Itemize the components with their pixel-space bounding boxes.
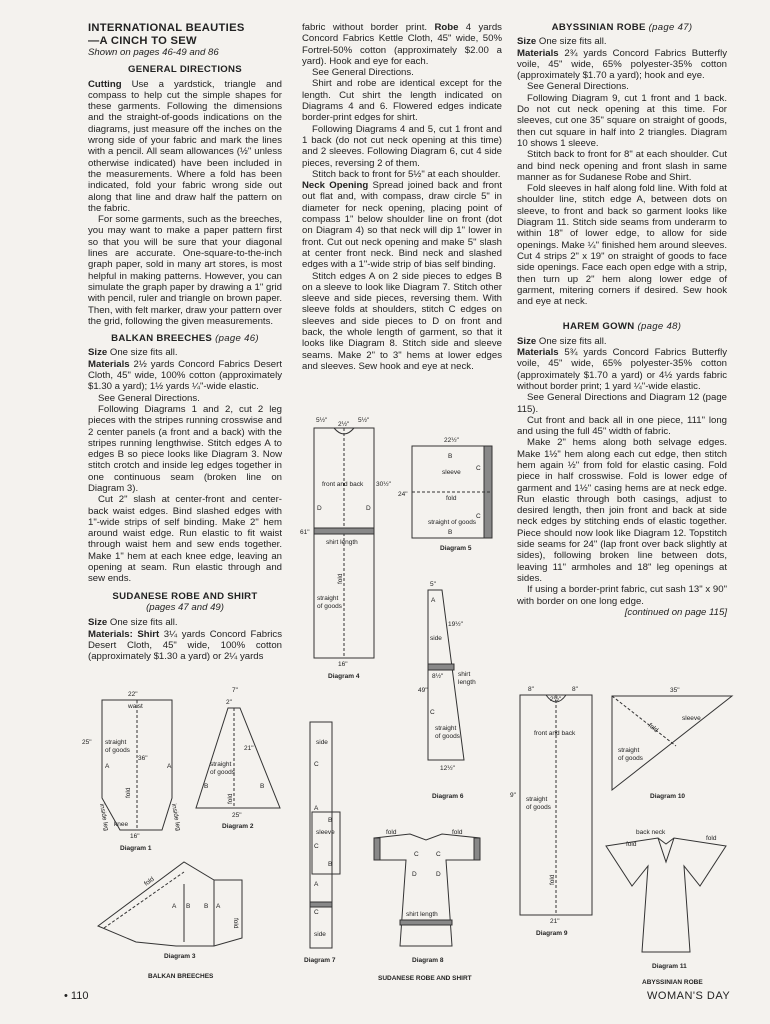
d4-dim-16: 16" xyxy=(338,661,348,668)
article-subtitle: Shown on pages 46-49 and 86 xyxy=(88,47,219,58)
d5-dim-22: 22½" xyxy=(444,437,459,444)
diagram-4 xyxy=(300,410,390,682)
d7-c-3: C xyxy=(314,909,319,916)
d10-of-goods: of goods xyxy=(618,755,643,762)
diagram-11 xyxy=(602,822,737,992)
d6-of-goods: of goods xyxy=(435,733,460,740)
diagram-5-caption: Diagram 5 xyxy=(440,545,472,552)
d1-dim-top: 22" xyxy=(128,691,138,698)
d6-length: length xyxy=(458,679,476,686)
harem-paragraph-3: Make 2" hems along both selvage edges. Make 1½" hem along each cut edge, then stitch hem again ½" from fold for elastic casing. Fold piece in half crosswise. Fold is lower edge of garment and 1½" casing hems are at neck edge. Run elastic through both casings, adjust to desired length, then join front and back at side neck edges by stitching ends of elastic together. Piece should now look like Diagram 12. Topstitch side seams for 24" (lap front over back slightly at sides), following broken line between dots, leaving 11" armholes and 18" leg openings at sides. xyxy=(517,437,727,584)
d6-shirt: shirt xyxy=(458,671,471,678)
d9-of-goods: of goods xyxy=(526,804,551,811)
sudanese-pages: (pages 47 and 49) xyxy=(146,601,224,613)
d6-a: A xyxy=(431,597,436,604)
cutting-paragraph-2: For some garments, such as the breeches, you may want to make a paper pattern first so that you will be sure that your diagonal lines are accurate. One-square-to-the-inch graph paper, sold in many art stores, is most helpful in making patterns. However, you can simulate the graph paper by drawing a 1" grid with pencil, ruler and triangle on brown paper. Then, with felt marker, draw your pattern over the grid, following the given measurements. xyxy=(88,214,282,327)
diagram-2 xyxy=(188,686,288,836)
sudanese-size: Size One size fits all. xyxy=(88,617,178,629)
d9-dim-8a: 8" xyxy=(528,686,534,693)
diagram-4-caption: Diagram 4 xyxy=(328,673,360,680)
d9-straight: straight xyxy=(526,796,548,803)
d2-straight: straight xyxy=(210,761,232,768)
d5-fold: fold xyxy=(446,495,457,502)
diagram-9-caption: Diagram 9 xyxy=(536,930,568,937)
d11-fold-right: fold xyxy=(706,835,717,842)
sudanese-paragraph-2: Shirt and robe are identical except for the length. Cut shirt the length indicated on Diagrams 4 and 6. Flowered edges indicate border-print edges for shirt. xyxy=(302,78,502,124)
sudanese-materials-cont: fabric without border print. Robe 4 yards Concord Fabrics Kettle Cloth, 45" wide, 50% Fortrel-50% cotton (approximately $2.00 a yard). Hook and eye for each. xyxy=(302,22,502,67)
diagram-8-caption: Diagram 8 xyxy=(412,957,444,964)
d1-of-goods: of goods xyxy=(105,747,130,754)
neck-opening-paragraph: Neck Opening Spread joined back and front out flat and, with compass, draw circle 5" in diameter for neck opening, placing point of compass 1" below shoulder line on front (dot on Diagram 4) so that neck will dip 1" lower in front. Cut out neck opening and make 5" slash at center front neck. Bind neck and slashed edges with a 1"-wide strip of bias self binding. xyxy=(302,180,502,271)
d10-sleeve: sleeve xyxy=(682,715,701,722)
diagram-9 xyxy=(510,685,602,941)
d6-side: side xyxy=(430,635,442,642)
diagram-6 xyxy=(418,580,502,802)
balkan-materials: Materials 2½ yards Concord Fabrics Desert Cloth, 45" wide, 100% cotton (approximately $1.30 a yard); 1½ yards ¼"-wide elastic. xyxy=(88,358,282,393)
column-3 xyxy=(517,22,727,618)
balkan-breeches-heading: BALKAN BREECHES (page 46) xyxy=(111,333,259,345)
d4-d-right: D xyxy=(366,505,371,512)
d2-fold: fold xyxy=(227,793,234,804)
d1-waist: waist xyxy=(128,703,143,710)
d4-fold: fold xyxy=(337,573,344,584)
column-2 xyxy=(302,22,502,372)
harem-materials: Materials 5¾ yards Concord Fabrics Butterfly voile, 45" wide, 65% polyester-35% cotton (approximately $1.70 a yard) or 4½ yards fabric without border print; 1 yard ¼"-wide elastic. xyxy=(517,347,727,392)
page-number xyxy=(64,990,88,1002)
d1-a-right: A xyxy=(167,763,172,770)
general-directions-heading: GENERAL DIRECTIONS xyxy=(128,64,242,76)
d2-dim-2: 2" xyxy=(226,699,232,706)
d11-fold-left: fold xyxy=(626,841,637,848)
abyssinian-paragraph-3: Stitch back to front for 8" at each shoulder. Cut and bind neck opening and front slash in same manner as for Sudanese Robe and Shirt. xyxy=(517,149,727,183)
d5-b-top: B xyxy=(448,453,453,460)
d7-side: side xyxy=(316,739,328,746)
balkan-size: Size One size fits all. xyxy=(88,347,178,359)
balkan-paragraph-2: Following Diagrams 1 and 2, cut 2 leg pieces with the stripes running crosswise and 2 center panels (a front and a back) with the stripes running lengthwise. Stitch edges A to edges B so piece looks like Diagram 3. Now stitch crotch and inside leg edges together in one continuous seam (broken line on Diagram 3). xyxy=(88,403,282,494)
d3-a-2: A xyxy=(216,903,221,910)
d9-dim-8b: 8" xyxy=(572,686,578,693)
d7-b-1: B xyxy=(328,817,333,824)
d8-fold-left: fold xyxy=(386,829,397,836)
d5-c-bottom: C xyxy=(476,513,481,520)
d1-dim-bottom: 16" xyxy=(130,833,140,840)
harem-paragraph-2: Cut front and back all in one piece, 111" long and using the full 45" width of fabric. xyxy=(517,414,727,438)
d4-dim-30: 30½" xyxy=(376,481,391,488)
sudanese-paragraph-5: Stitch edges A on 2 side pieces to edges B on a sleeve to look like Diagram 7. Stitch other sleeve and side pieces, reversing them. With sleeve folds at shoulders, stitch C edges on sleeves and side pieces to D on front and back, the whole length of garment, so that it looks like Diagram 8. Stitch side and sleeve seams. Make 2" to 3" hems at lower edges and sleeves. Sew hook and eye at neck. xyxy=(302,270,502,372)
d11-back-neck: back neck xyxy=(636,829,666,836)
d6-c: C xyxy=(430,709,435,716)
d1-fold: fold xyxy=(125,787,132,798)
d6-dim-5: 5" xyxy=(430,581,436,588)
diagram-8 xyxy=(368,826,503,984)
d7-sleeve: sleeve xyxy=(316,829,335,836)
abyssinian-heading: ABYSSINIAN ROBE (page 47) xyxy=(551,22,693,33)
harem-paragraph-1: See General Directions and Diagram 12 (page 115). xyxy=(517,392,727,415)
balkan-paragraph-1: See General Directions. xyxy=(98,392,200,404)
diagram-11-caption: Diagram 11 xyxy=(652,963,687,970)
d4-dim-61: 61" xyxy=(300,529,310,536)
diagram-5 xyxy=(398,436,510,556)
d2-b-left: B xyxy=(204,783,209,790)
diagram-3 xyxy=(92,858,262,983)
d7-c-2: C xyxy=(314,843,319,850)
d8-c-2: C xyxy=(436,851,441,858)
d2-of-goods: of goods xyxy=(210,769,235,776)
d1-knee: knee xyxy=(114,821,129,828)
abyssinian-size: Size One size fits all. xyxy=(517,36,607,48)
abyssinian-paragraph-2: Following Diagram 9, cut 1 front and 1 back. Do not cut neck opening at this time. For sleeves, cut one 35" square on straight of goods, then cut square in half into 2 triangles. Diagram 10 shows 1 sleeve. xyxy=(517,92,727,149)
d1-dim-36: 36" xyxy=(138,755,148,762)
sudanese-caption: SUDANESE ROBE AND SHIRT xyxy=(378,975,472,982)
d5-b-bottom: B xyxy=(448,529,453,536)
d5-straight: straight of goods xyxy=(428,519,477,526)
d3-a-1: A xyxy=(172,903,177,910)
d10-straight: straight xyxy=(618,747,640,754)
balkan-paragraph-3: Cut 2" slash at center-front and center-back waist edges. Bind slashed edges with 1"-wide strips of self binding. Make 2" hem around waist edge. Run elastic to fit waist through waist hem and sew ends together. Make 1" hem at each knee edge, leaving an opening at seam. Run elastic through and sew ends. xyxy=(88,494,282,585)
d5-sleeve: sleeve xyxy=(442,469,461,476)
continued-note: [continued on page 115] xyxy=(624,606,727,618)
d4-straight: straight xyxy=(317,595,339,602)
sudanese-paragraph-4: Stitch back to front for 5½" at each shoulder. xyxy=(312,168,501,180)
d8-shirt-length: shirt length xyxy=(406,911,438,918)
d1-straight: straight xyxy=(105,739,127,746)
sudanese-paragraph-3: Following Diagrams 4 and 5, cut 1 front and 1 back (do not cut neck opening at this time) and 2 sleeves. Following Diagram 6, cut 4 side pieces, reversing 2 of them. xyxy=(302,123,502,169)
d9-fold: fold xyxy=(549,874,556,885)
d2-dim-top: 7" xyxy=(232,687,238,694)
d7-a-1: A xyxy=(314,805,319,812)
article-title-line2: —A CINCH TO SEW xyxy=(88,34,197,47)
d3-fold-2: fold xyxy=(232,918,239,929)
abyssinian-paragraph-1: See General Directions. xyxy=(527,81,629,93)
d8-d-2: D xyxy=(436,871,441,878)
d4-of-goods: of goods xyxy=(317,603,342,610)
d8-d-1: D xyxy=(412,871,417,878)
d7-a-2: A xyxy=(314,881,319,888)
abyssinian-paragraph-4: Fold sleeves in half along fold line. With fold at shoulder line, stitch edge A, between dots on sleeve, to front and back so garment looks like Diagram 11. Stitch side seams from underarm to within 18" of lower edge, to allow for side openings. Make ¼" finished hem around sleeves. Cut 4 strips 2" x 19" on straight of goods to face side openings. Face each open edge with a strip, then turn up 2" hem along lower edge of garment, mitering corners if desired. Sew hook and eye at neck. xyxy=(517,183,727,308)
d4-front-back: front and back xyxy=(322,481,364,488)
article-title-line1: INTERNATIONAL BEAUTIES xyxy=(88,22,245,34)
sudanese-paragraph-1: See General Directions. xyxy=(312,67,414,79)
d10-dim-35: 35" xyxy=(670,687,680,694)
diagram-2-caption: Diagram 2 xyxy=(222,823,254,830)
harem-size: Size One size fits all. xyxy=(517,335,607,347)
cutting-paragraph: Cutting Use a yardstick, triangle and compass to help cut the simple shapes for these garments. Following the dimensions and the straight-of-goods indications on the diagrams, just measure off the inches on the wrong side of your fabric and mark the lines with a pencil. All seam allowances (½" unless otherwise indicated) have been included in the measurements. Where a fold has been indicated, fold your fabric wrong side out along that line and draw half the pattern on the fabric. xyxy=(88,78,282,214)
d8-fold-right: fold xyxy=(452,829,463,836)
abyssinian-caption: ABYSSINIAN ROBE xyxy=(642,979,703,986)
d1-a-left: A xyxy=(105,763,110,770)
d4-dim-5a: 5½" xyxy=(316,417,328,424)
diagram-1 xyxy=(80,688,190,858)
d2-dim-bottom: 25" xyxy=(232,812,242,819)
d2-dim-21: 21" xyxy=(244,745,254,752)
diagram-10 xyxy=(606,686,740,802)
d7-side-2: side xyxy=(314,931,326,938)
d5-c-top: C xyxy=(476,465,481,472)
d9-front-back: front and back xyxy=(534,730,576,737)
d1-inside-leg-right: inside leg xyxy=(170,803,182,832)
harem-paragraph-4: If using a border-print fabric, cut sash 13" x 90" with border on one long edge. xyxy=(517,584,727,607)
sudanese-heading: SUDANESE ROBE AND SHIRT xyxy=(112,590,258,602)
d6-dim-19: 19½" xyxy=(448,621,463,628)
d9-dim-9: 9" xyxy=(510,792,516,799)
d9-dim-21: 21" xyxy=(550,918,560,925)
magazine-name: WOMAN'S DAY xyxy=(647,990,731,1002)
diagram-7 xyxy=(300,716,360,966)
d4-dim-5b: 5½" xyxy=(358,417,370,424)
d6-dim-49: 49" xyxy=(418,687,428,694)
d1-dim-side: 25" xyxy=(82,739,92,746)
sudanese-materials: Materials: Shirt 3¼ yards Concord Fabrics Desert Cloth, 45" wide, 100% cotton (approximately $1.30 a yard) or 2¼ yards xyxy=(88,628,283,663)
diagram-3-caption: Diagram 3 xyxy=(164,953,196,960)
d2-b-right: B xyxy=(260,783,265,790)
diagram-6-caption: Diagram 6 xyxy=(432,793,464,800)
d4-d-left: D xyxy=(317,505,322,512)
d6-straight: straight xyxy=(435,725,457,732)
diagram-1-caption: Diagram 1 xyxy=(120,845,152,852)
diagram-10-caption: Diagram 10 xyxy=(650,793,686,800)
d3-fold: fold xyxy=(143,875,156,888)
d10-fold: fold xyxy=(646,722,660,735)
d5-dim-24: 24" xyxy=(398,491,408,498)
d6-dim-12: 12½" xyxy=(440,765,455,772)
d4-shirt-length: shirt length xyxy=(326,539,358,546)
d7-c-1: C xyxy=(314,761,319,768)
column-1 xyxy=(88,22,282,662)
diagram-7-caption: Diagram 7 xyxy=(304,957,336,964)
balkan-breeches-caption: BALKAN BREECHES xyxy=(148,973,214,980)
d8-c-1: C xyxy=(414,851,419,858)
d3-b-1: B xyxy=(186,903,191,910)
d9-dim-2: 2½" xyxy=(550,696,562,703)
d7-b-2: B xyxy=(328,861,333,868)
footer-bullet: • xyxy=(64,990,68,1002)
harem-gown-heading: HAREM GOWN (page 48) xyxy=(562,321,682,333)
page-number-value: 110 xyxy=(70,990,89,1002)
abyssinian-materials: Materials 2¾ yards Concord Fabrics Butterfly voile, 45" wide, 65% polyester-35% cotton (approximately $1.70 a yard); hook and eye. xyxy=(517,47,727,82)
d1-inside-leg-left: inside leg xyxy=(98,803,110,832)
d6-dim-8: 8½" xyxy=(432,673,444,680)
d4-dim-2: 2½" xyxy=(338,421,350,428)
d3-b-2: B xyxy=(204,903,209,910)
